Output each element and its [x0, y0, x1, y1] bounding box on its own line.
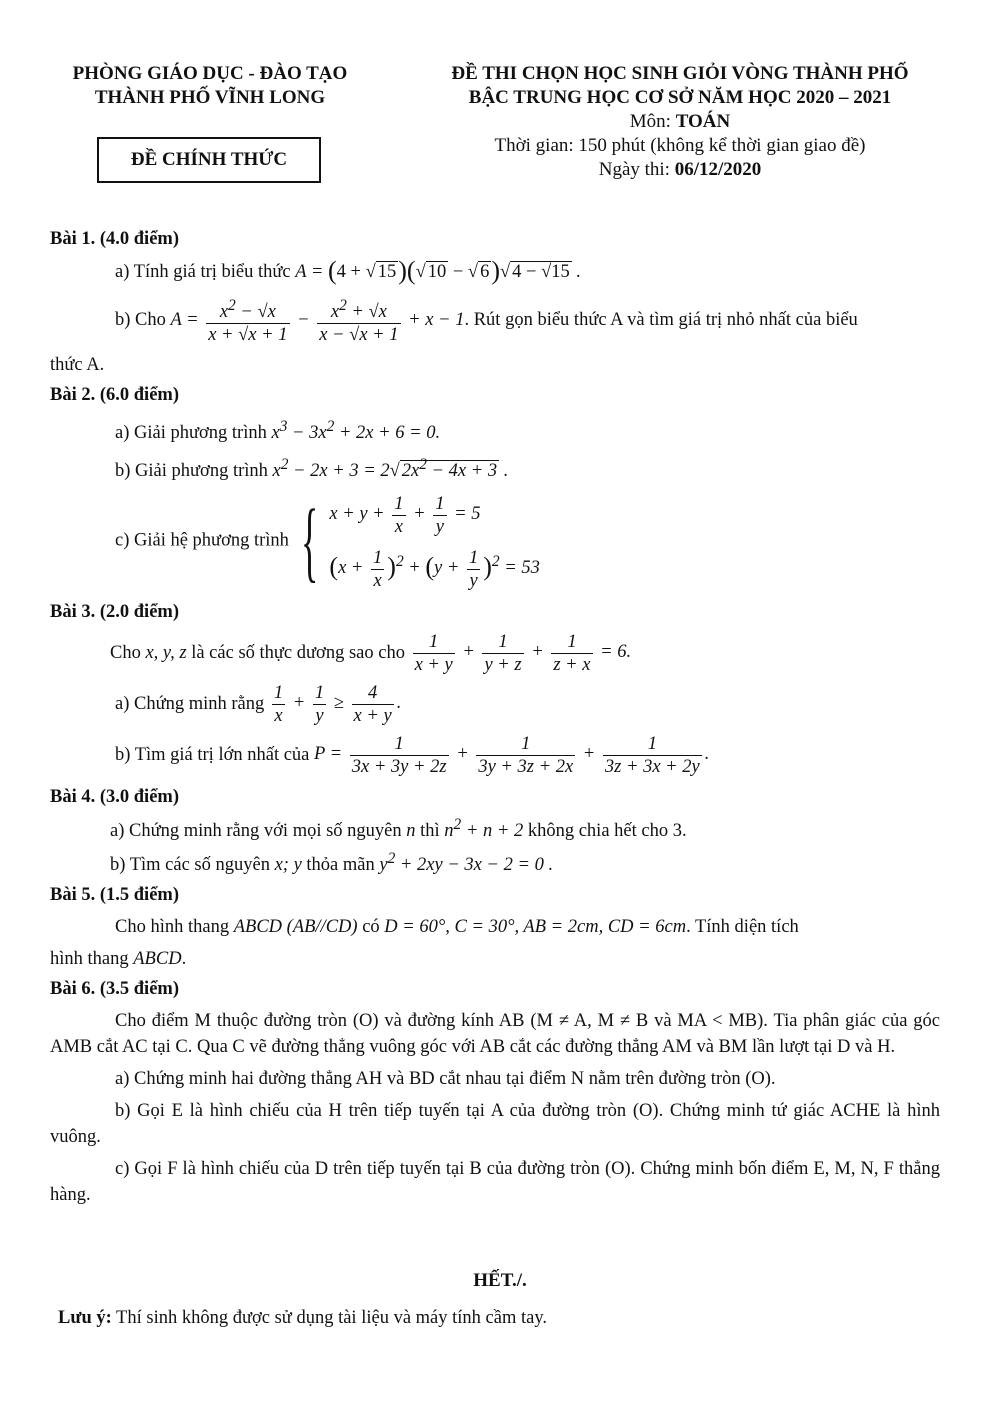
header-department — [40, 62, 380, 110]
exam-time: Thời gian: 150 phút (không kể thời gian giao đề) — [494, 135, 866, 156]
bai5-text-cont: hình thang ABCD. — [50, 948, 187, 969]
bai6-intro: Cho điểm M thuộc đường tròn (O) và đường kính AB (M ≠ A, M ≠ B và MA < MB). Tia phân giác của góc AMB cắt AC tại C. Qua C vẽ đường thẳng vuông góc với AB cắt các đường thẳng AM và BM lần lượt tại D và H. — [50, 1010, 940, 1057]
footer-note: Lưu ý: Thí sinh không được sử dụng tài liệu và máy tính cầm tay. — [58, 1308, 547, 1328]
bai2-c-system: x + y + $\frac{1}{x}$ + $\frac{1}{y}$ = 5 (x + $\frac{1}{x}$ )$^2$ + (y + $\frac{1}{y}$ )$^2$ = 53 — [329, 493, 540, 591]
department-name: PHÒNG GIÁO DỤC - ĐÀO TẠO — [72, 63, 348, 84]
bai6-a: a) Chứng minh hai đường thẳng AH và BD cắt nhau tại điểm N nằm trên đường tròn (O). — [115, 1068, 776, 1089]
exam-content — [50, 222, 940, 1214]
bai4-title: Bài 4. (3.0 điểm) — [50, 786, 179, 807]
bai3-a: a) Chứng minh rằng $\frac{1}{x}$ + $\frac{1}{y}$ ≥ $\frac{4}{x + y}$ . — [115, 682, 402, 726]
department-city: THÀNH PHỐ VĨNH LONG — [94, 87, 326, 108]
bai1-b: b) Cho A = $\frac{x^2 - √x}{x + √x + 1}$ − $\frac{x^2 + √x}{x - √x + 1}$ + x − 1. Rút gọn biểu thức A và tìm giá trị nhỏ nhất của biểu — [115, 297, 858, 346]
bai1-a-formula: A = (4 + √ 15)(√ 10 − √ 6)√ 4 − √15 . — [295, 256, 581, 285]
bai2-title: Bài 2. (6.0 điểm) — [50, 385, 179, 406]
bai4-b: b) Tìm các số nguyên x; y thỏa mãn $y^2 + 2xy - 3x - 2 = 0$ . — [110, 849, 554, 875]
bai1-b-cont: thức A. — [50, 355, 105, 376]
bai5-title: Bài 5. (1.5 điểm) — [50, 884, 179, 905]
end-marker: HẾT./. — [473, 1270, 527, 1291]
bai2-b: b) Giải phương trình $x^2 - 2x + 3 = 2√$ $2x^2 - 4x + 3$ . — [115, 456, 509, 482]
bai5-text: Cho hình thang ABCD (AB//CD) có D = 60°, C = 30°, AB = 2cm, CD = 6cm. Tính diện tích — [115, 916, 799, 937]
bai2-a: a) Giải phương trình $x^3 - 3x^2 + 2x + 6 = 0$. — [115, 418, 441, 444]
bai6-c: c) Gọi F là hình chiếu của D trên tiếp tuyến tại B của đường tròn (O). Chứng minh bốn điểm E, M, N, F thẳng hàng. — [50, 1158, 940, 1205]
exam-subject: Môn: TOÁN — [629, 111, 731, 132]
bai6-b: b) Gọi E là hình chiếu của H trên tiếp tuyến tại A của đường tròn (O). Chứng minh tứ giác ACHE là hình vuông. — [50, 1100, 940, 1147]
header-exam-info — [395, 62, 965, 182]
bai3-intro: Cho x, y, z là các số thực dương sao cho $\frac{1}{x + y}$ + $\frac{1}{y + z}$ + $\frac{1}{z + x}$ = 6. — [110, 631, 632, 675]
official-badge: ĐỀ CHÍNH THỨC — [97, 137, 321, 183]
bai3-b: b) Tìm giá trị lớn nhất của P = $\frac{1}{3x + 3y + 2z}$ + $\frac{1}{3y + 3z + 2x}$ + $\frac{1}{3z + 3x + 2y}$ . — [115, 733, 710, 777]
bai1-title: Bài 1. (4.0 điểm) — [50, 229, 179, 249]
exam-level: BẬC TRUNG HỌC CƠ SỞ NĂM HỌC 2020 – 2021 — [468, 87, 892, 108]
exam-date: Ngày thi: 06/12/2020 — [598, 159, 762, 180]
bai6-title: Bài 6. (3.5 điểm) — [50, 978, 179, 999]
bai1-b-formula: A = $\frac{x^2 - √x}{x + √x + 1}$ − $\frac{x^2 + √x}{x - √x + 1}$ + x − 1 — [170, 297, 465, 346]
bai2-c: c) Giải hệ phương trình { x + y + $\frac{1}{x}$ + $\frac{1}{y}$ = 5 (x + $\frac{1}{x}$ )$^2$ + (y + $\frac{1}{y}$ )$^2$ = 53 — [115, 491, 540, 591]
bai3-title: Bài 3. (2.0 điểm) — [50, 601, 179, 622]
exam-title: ĐỀ THI CHỌN HỌC SINH GIỎI VÒNG THÀNH PHỐ — [451, 63, 909, 84]
bai1-a: a) Tính giá trị biểu thức A = (4 + √ 15)(√ 10 − √ 6)√ 4 − √15 . — [115, 256, 581, 285]
bai4-a: a) Chứng minh rằng với mọi số nguyên n thì $n^2 + n + 2$ không chia hết cho 3. — [110, 815, 687, 841]
